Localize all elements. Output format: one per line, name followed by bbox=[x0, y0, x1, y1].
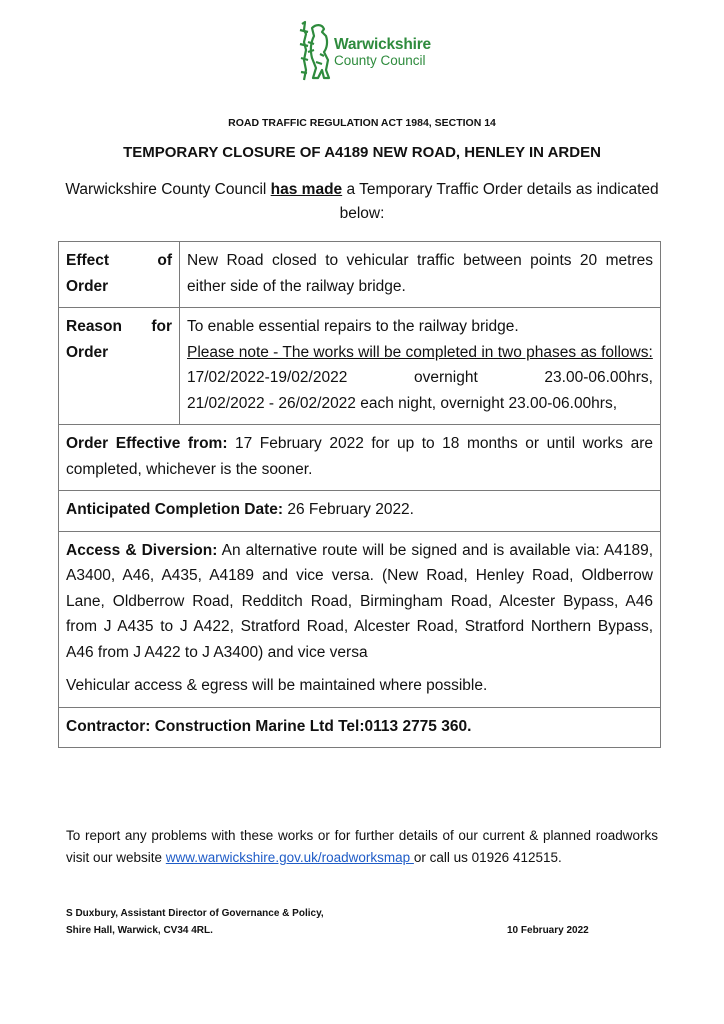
completion-label: Anticipated Completion Date: bbox=[66, 501, 284, 518]
logo-line-2: County Council bbox=[334, 53, 426, 68]
phase-1-times: 23.00-06.00hrs, bbox=[544, 369, 653, 386]
signature-block bbox=[66, 905, 324, 939]
reason-label-word: Order bbox=[66, 343, 109, 361]
reason-cell bbox=[180, 308, 661, 425]
warwickshire-logo bbox=[290, 20, 440, 84]
effect-label bbox=[59, 242, 180, 308]
logo-line-1: Warwickshire bbox=[334, 36, 431, 53]
intro-text: Warwickshire County Council bbox=[65, 181, 271, 198]
access-cell bbox=[59, 531, 661, 707]
access-row bbox=[59, 531, 661, 707]
effect-label-word: of bbox=[157, 252, 172, 269]
phase-1-mode: overnight bbox=[413, 369, 478, 386]
phase-2: 21/02/2022 - 26/02/2022 each night, overnight 23.00-06.00hrs, bbox=[187, 394, 618, 412]
report-text: To report any problems with these works or for further details of our current & planned roadworks visit our website bbox=[66, 828, 658, 865]
order-effective-row bbox=[59, 425, 661, 491]
intro-text-end: a Temporary Traffic Order details as indicated below: bbox=[339, 181, 659, 222]
access-text: An alternative route will be signed and is available via: A4189, A3400, A46, A435, A4189 and vice versa. (New Road, Henley Road, Oldberrow Lane, Oldberrow Road, Redditch Road, Birmingham Road, Alcester Bypass, A46 from J A435 to J A422, Stratford Road, Alcester Road, Stratford Northern Bypass, A46 from J A422 to J A3400) and vice versa bbox=[66, 541, 654, 661]
phase-1 bbox=[187, 365, 653, 391]
contractor-row bbox=[59, 707, 661, 748]
intro-paragraph bbox=[60, 178, 664, 226]
effect-row bbox=[59, 242, 661, 308]
access-label: Access & Diversion: bbox=[66, 541, 218, 559]
reason-label-word: for bbox=[151, 318, 172, 335]
completion-row bbox=[59, 491, 661, 532]
logo-wordmark bbox=[334, 37, 431, 69]
contractor-text: Contractor: Construction Marine Ltd Tel:0113 2775 360. bbox=[59, 707, 661, 748]
signature-line-1: S Duxbury, Assistant Director of Governance & Policy, bbox=[66, 908, 324, 919]
signature-line-2: Shire Hall, Warwick, CV34 4RL. bbox=[66, 925, 213, 936]
vehicular-access-text: Vehicular access & egress will be maintained where possible. bbox=[66, 677, 488, 694]
completion-text: 26 February 2022. bbox=[283, 501, 414, 518]
notice-title: TEMPORARY CLOSURE OF A4189 NEW ROAD, HENLEY IN ARDEN bbox=[123, 144, 601, 161]
order-effective-cell bbox=[59, 425, 661, 491]
access-paragraph bbox=[66, 538, 653, 666]
order-effective-label: Order Effective from: bbox=[66, 435, 228, 452]
reason-label-word: Reason bbox=[66, 318, 122, 335]
effect-label-word: Effect bbox=[66, 252, 110, 269]
notice-date: 10 February 2022 bbox=[507, 925, 589, 936]
intro-emphasis: has made bbox=[270, 181, 343, 198]
reason-row bbox=[59, 308, 661, 425]
reason-label bbox=[59, 308, 180, 425]
report-text-end: or call us 01926 412515. bbox=[413, 850, 562, 865]
order-effective-text: 17 February 2022 for up to 18 months or until works are completed, whichever is the sooner. bbox=[66, 435, 653, 478]
effect-text: New Road closed to vehicular traffic between points 20 metres either side of the railway bridge. bbox=[180, 242, 661, 308]
roadworks-map-link[interactable]: www.warwickshire.gov.uk/roadworksmap bbox=[165, 850, 414, 865]
bear-and-ragged-staff-icon bbox=[294, 20, 334, 82]
effect-label-word: Order bbox=[66, 277, 109, 295]
reason-text: To enable essential repairs to the railway bridge. bbox=[187, 318, 519, 335]
completion-cell bbox=[59, 491, 661, 532]
phases-note: Please note - The works will be completed in two phases as follows: bbox=[187, 343, 653, 361]
act-heading: ROAD TRAFFIC REGULATION ACT 1984, SECTION 14 bbox=[228, 117, 496, 129]
order-details-table bbox=[58, 241, 661, 748]
phase-1-dates: 17/02/2022-19/02/2022 bbox=[187, 369, 348, 386]
report-paragraph bbox=[66, 825, 658, 869]
